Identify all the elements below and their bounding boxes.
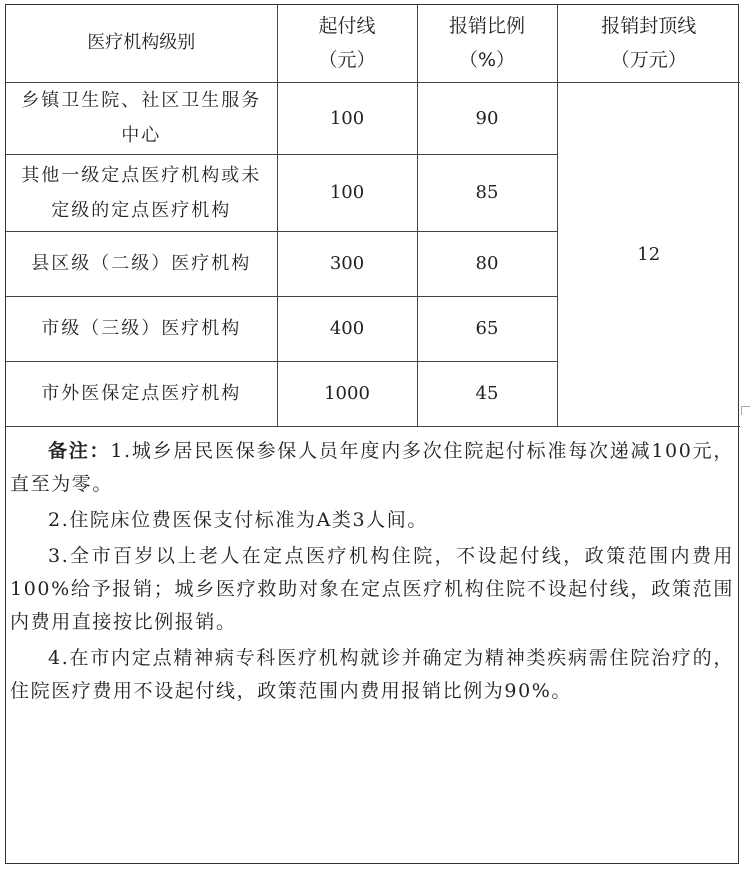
row-level-cell: 市级（三级）医疗机构 [6, 296, 277, 361]
row-level-cell: 乡镇卫生院、社区卫生服务中心 [6, 82, 277, 154]
header-cap-unit: （万元） [610, 49, 687, 72]
row-ratio-cell: 80 [417, 231, 557, 296]
note-text: 4.在市内定点精神病专科医疗机构就诊并确定为精神类疾病需住院治疗的，住院医疗费用不设起付线，政策范围内费用报销比例为90%。 [10, 646, 734, 702]
note-item [10, 540, 734, 639]
header-institution-level [6, 5, 277, 82]
row-deductible-cell: 1000 [277, 361, 417, 426]
row-ratio-cell: 85 [417, 154, 557, 231]
page-edge-marker [741, 406, 750, 415]
row-level-cell: 其他一级定点医疗机构或未定级的定点医疗机构 [6, 154, 277, 231]
notes-section [6, 427, 738, 708]
row-deductible-cell: 100 [277, 82, 417, 154]
note-item [10, 435, 734, 501]
header-ratio [417, 5, 557, 82]
table-row [6, 82, 740, 154]
header-deductible [277, 5, 417, 82]
row-ratio-cell: 45 [417, 361, 557, 426]
header-cap-title: 报销封顶线 [601, 15, 697, 38]
row-level-cell: 县区级（二级）医疗机构 [6, 231, 277, 296]
header-deductible-unit: （元） [318, 49, 376, 72]
note-text: 2.住院床位费医保支付标准为A类3人间。 [48, 508, 428, 531]
row-deductible-cell: 400 [277, 296, 417, 361]
reimbursement-document [5, 4, 739, 864]
note-text: 1.城乡居民医保参保人员年度内多次住院起付标准每次递减100元，直至为零。 [10, 439, 734, 495]
reimbursement-table [6, 5, 740, 427]
header-institution-level-text: 医疗机构级别 [87, 32, 196, 54]
note-item [10, 504, 734, 537]
row-deductible-cell: 300 [277, 231, 417, 296]
header-ratio-title: 报销比例 [448, 15, 525, 38]
row-level-cell: 市外医保定点医疗机构 [6, 361, 277, 426]
table-header-row [6, 5, 740, 82]
row-deductible-cell: 100 [277, 154, 417, 231]
row-ratio-cell: 90 [417, 82, 557, 154]
notes-label: 备注： [48, 439, 111, 462]
header-cap [557, 5, 740, 82]
note-item [10, 642, 734, 708]
cap-value-cell: 12 [557, 82, 740, 426]
header-ratio-unit: （%） [458, 49, 516, 72]
row-ratio-cell: 65 [417, 296, 557, 361]
note-text: 3.全市百岁以上老人在定点医疗机构住院，不设起付线，政策范围内费用100%给予报销；城乡医疗救助对象在定点医疗机构住院不设起付线，政策范围内费用直接按比例报销。 [10, 544, 734, 633]
header-deductible-title: 起付线 [318, 15, 376, 38]
